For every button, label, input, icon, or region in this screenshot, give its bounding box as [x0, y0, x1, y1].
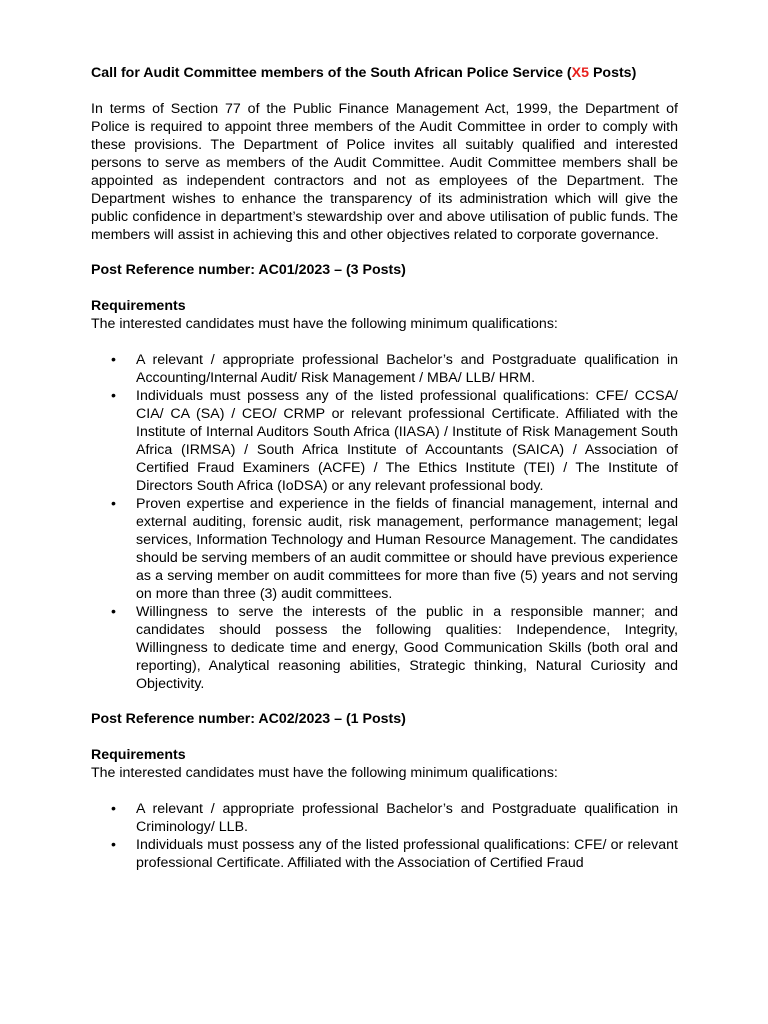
bullet-icon: • — [111, 352, 116, 368]
list-item-text: Individuals must possess any of the listed professional qualifications: CFE/ or relevant professional Certificate. Affiliated with the Association of Certified Fraud — [136, 837, 678, 871]
list-item-text: Individuals must possess any of the listed professional qualifications: CFE/ CCSA/ CIA/ CA (SA) / CEO/ CRMP or relevant professional Certificate. Affiliated with the Institute of Internal Auditors South Africa (IIASA) / Institute of Risk Management South Africa (IRMSA) / South Africa Institute of Accountants (SAICA) / Association of Certified Fraud Examiners (ACFE) / The Ethics Institute (TEI) / The Institute of Directors South Africa (IoDSA) or any relevant professional body. — [136, 388, 678, 494]
list-item-text: A relevant / appropriate professional Bachelor’s and Postgraduate qualification in Criminology/ LLB. — [136, 801, 678, 835]
document-title — [91, 64, 678, 82]
post-reference-ac02: Post Reference number: AC02/2023 – (1 Posts) — [91, 711, 406, 727]
bullet-icon: • — [111, 388, 116, 404]
requirements-list-1 — [91, 351, 678, 693]
requirements-intro-1: The interested candidates must have the following minimum qualifications: — [91, 316, 558, 332]
bullet-icon: • — [111, 604, 116, 620]
requirements-list-2 — [91, 800, 678, 872]
list-item — [91, 351, 678, 387]
list-item-text: Proven expertise and experience in the fields of financial management, internal and external auditing, forensic audit, risk management, performance management; legal services, Information Technology and Human Resource Management. The candidates should be serving members of an audit committee or should have previous experience as a serving member on audit committees for more than five (5) years and not serving on more than three (3) audit committees. — [136, 496, 678, 602]
bullet-icon: • — [111, 837, 116, 853]
list-item — [91, 800, 678, 836]
list-item-text: A relevant / appropriate professional Bachelor’s and Postgraduate qualification in Accounting/Internal Audit/ Risk Management / MBA/ LLB/ HRM. — [136, 352, 678, 386]
list-item — [91, 495, 678, 603]
requirements-intro-2: The interested candidates must have the following minimum qualifications: — [91, 765, 558, 781]
bullet-icon: • — [111, 496, 116, 512]
bullet-icon: • — [111, 801, 116, 817]
list-item — [91, 603, 678, 693]
list-item-text: Willingness to serve the interests of the public in a responsible manner; and candidates should possess the following qualities: Independence, Integrity, Willingness to dedicate time and energy, Good Communication Skills (both oral and reporting), Analytical reasoning abilities, Strategic thinking, Natural Curiosity and Objectivity. — [136, 604, 678, 692]
title-suffix: Posts) — [589, 65, 637, 81]
list-item — [91, 387, 678, 495]
requirements-heading-2: Requirements — [91, 747, 186, 763]
title-text: Call for Audit Committee members of the South African Police Service ( — [91, 65, 572, 81]
list-item — [91, 836, 678, 872]
requirements-heading-1: Requirements — [91, 298, 186, 314]
title-highlight: X5 — [571, 65, 589, 81]
intro-paragraph: In terms of Section 77 of the Public Finance Management Act, 1999, the Department of Police is required to appoint three members of the Audit Committee in order to comply with these provisions. The Department of Police invites all suitably qualified and interested persons to serve as members of the Audit Committee. Audit Committee members shall be appointed as independent contractors and not as employees of the Department. The Department wishes to enhance the transparency of its administration which will give the public confidence in department’s stewardship over and above utilisation of public funds. The members will assist in achieving this and other objectives related to corporate governance. — [91, 101, 678, 243]
post-reference-ac01: Post Reference number: AC01/2023 – (3 Posts) — [91, 262, 406, 278]
